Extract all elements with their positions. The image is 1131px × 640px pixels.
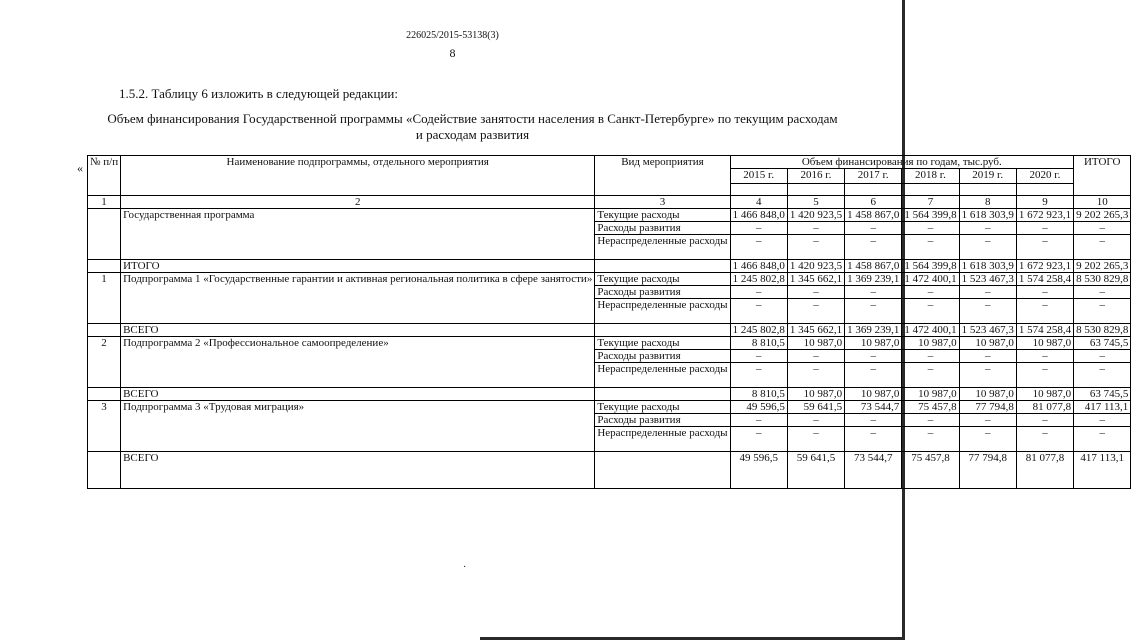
total-value-cell: 1 458 867,0 xyxy=(845,260,902,273)
dash-cell: – xyxy=(845,350,902,363)
total-row xyxy=(88,260,1131,273)
header-year: 2018 г. xyxy=(902,169,959,184)
dash-cell: – xyxy=(959,299,1016,324)
row-number: 1 xyxy=(88,273,121,324)
dash-cell: – xyxy=(902,363,959,388)
value-cell: 1 420 923,5 xyxy=(787,209,844,222)
row-number xyxy=(88,209,121,260)
column-number: 6 xyxy=(845,196,902,209)
total-value-cell: 81 077,8 xyxy=(1016,452,1073,489)
value-cell: 1 245 802,8 xyxy=(730,273,787,286)
value-cell: 49 596,5 xyxy=(730,401,787,414)
value-cell: 1 574 258,4 xyxy=(1016,273,1073,286)
total-value-cell: 10 987,0 xyxy=(787,388,844,401)
value-cell: 1 472 400,1 xyxy=(902,273,959,286)
row-type-dev: Расходы развития xyxy=(595,414,730,427)
total-label: ВСЕГО xyxy=(121,388,595,401)
total-row-number xyxy=(88,324,121,337)
total-row xyxy=(88,324,1131,337)
header-year-spacer xyxy=(1016,184,1073,196)
value-cell: 8 810,5 xyxy=(730,337,787,350)
column-number: 5 xyxy=(787,196,844,209)
total-value-cell: 10 987,0 xyxy=(959,388,1016,401)
total-label: ВСЕГО xyxy=(121,452,595,489)
document-number: 226025/2015-53138(3) xyxy=(406,30,499,41)
column-number: 1 xyxy=(88,196,121,209)
dash-cell: – xyxy=(959,363,1016,388)
header-year-spacer xyxy=(959,184,1016,196)
dash-cell: – xyxy=(787,286,844,299)
value-cell: 1 523 467,3 xyxy=(959,273,1016,286)
dash-cell: – xyxy=(730,286,787,299)
total-value-cell: 1 245 802,8 xyxy=(730,324,787,337)
value-cell: 1 369 239,1 xyxy=(845,273,902,286)
dash-cell: – xyxy=(845,299,902,324)
dash-cell: – xyxy=(787,363,844,388)
header-year: 2019 г. xyxy=(959,169,1016,184)
dash-cell: – xyxy=(1016,350,1073,363)
dash-cell: – xyxy=(787,235,844,260)
opening-quote: « xyxy=(77,161,83,175)
row-type-undistributed: Нераспределенные расходы xyxy=(595,427,730,452)
total-row-type xyxy=(595,324,730,337)
dash-cell: – xyxy=(1016,363,1073,388)
value-cell: 81 077,8 xyxy=(1016,401,1073,414)
dash-cell: – xyxy=(1016,299,1073,324)
value-cell: 59 641,5 xyxy=(787,401,844,414)
total-value-cell: 8 810,5 xyxy=(730,388,787,401)
dash-cell: – xyxy=(959,414,1016,427)
row-type-dev: Расходы развития xyxy=(595,222,730,235)
value-cell: 417 113,1 xyxy=(1074,401,1131,414)
dash-cell: – xyxy=(845,222,902,235)
total-value-cell: 1 618 303,9 xyxy=(959,260,1016,273)
total-value-cell: 49 596,5 xyxy=(730,452,787,489)
value-cell: 63 745,5 xyxy=(1074,337,1131,350)
value-cell: 1 618 303,9 xyxy=(959,209,1016,222)
dash-cell: – xyxy=(845,427,902,452)
header-kind: Вид мероприятия xyxy=(595,156,730,196)
dash-cell: – xyxy=(730,299,787,324)
value-cell: 1 564 399,8 xyxy=(902,209,959,222)
total-value-cell: 10 987,0 xyxy=(845,388,902,401)
column-number: 7 xyxy=(902,196,959,209)
total-value-cell: 59 641,5 xyxy=(787,452,844,489)
dash-cell: – xyxy=(730,222,787,235)
row-name: Государственная программа xyxy=(121,209,595,260)
total-value-cell: 73 544,7 xyxy=(845,452,902,489)
dash-cell: – xyxy=(1016,235,1073,260)
dash-cell: – xyxy=(845,414,902,427)
total-value-cell: 1 672 923,1 xyxy=(1016,260,1073,273)
row-type-undistributed: Нераспределенные расходы xyxy=(595,235,730,260)
total-value-cell: 77 794,8 xyxy=(959,452,1016,489)
dash-cell: – xyxy=(1016,286,1073,299)
table-title xyxy=(100,111,845,143)
dash-cell: – xyxy=(902,350,959,363)
value-cell: 10 987,0 xyxy=(902,337,959,350)
header-year: 2020 г. xyxy=(1016,169,1073,184)
value-cell: 8 530 829,8 xyxy=(1074,273,1131,286)
dash-cell: – xyxy=(730,363,787,388)
dash-cell: – xyxy=(730,350,787,363)
row-name: Подпрограмма 3 «Трудовая миграция» xyxy=(121,401,595,452)
value-cell: 1 458 867,0 xyxy=(845,209,902,222)
total-row-type xyxy=(595,388,730,401)
dash-cell: – xyxy=(1074,427,1131,452)
dash-cell: – xyxy=(959,286,1016,299)
dash-cell: – xyxy=(1074,299,1131,324)
total-value-cell: 1 523 467,3 xyxy=(959,324,1016,337)
row-type-current: Текущие расходы xyxy=(595,273,730,286)
bottom-dot: · xyxy=(463,562,467,573)
table-title-line-2: и расходам развития xyxy=(415,127,530,142)
header-year-spacer xyxy=(845,184,902,196)
dash-cell: – xyxy=(1016,222,1073,235)
dash-cell: – xyxy=(787,414,844,427)
dash-cell: – xyxy=(730,427,787,452)
dash-cell: – xyxy=(902,427,959,452)
total-value-cell: 1 466 848,0 xyxy=(730,260,787,273)
instruction-text: 1.5.2. Таблицу 6 изложить в следующей редакции: xyxy=(119,86,398,101)
row-type-dev: Расходы развития xyxy=(595,286,730,299)
total-row-number xyxy=(88,260,121,273)
header-volume: Объем финансирования по годам, тыс.руб. xyxy=(730,156,1074,169)
total-value-cell: 1 472 400,1 xyxy=(902,324,959,337)
header-num: № п/п xyxy=(88,156,121,196)
dash-cell: – xyxy=(1074,350,1131,363)
financing-table xyxy=(87,155,1131,489)
dash-cell: – xyxy=(902,286,959,299)
value-cell: 73 544,7 xyxy=(845,401,902,414)
table-title-line-1: Объем финансирования Государственной программы «Содействие занятости населения в Санкт-Петербурге» по текущим расходам xyxy=(107,111,838,126)
column-number: 10 xyxy=(1074,196,1131,209)
dash-cell: – xyxy=(787,427,844,452)
total-value-cell: 9 202 265,3 xyxy=(1074,260,1131,273)
value-cell: 10 987,0 xyxy=(959,337,1016,350)
row-type-current: Текущие расходы xyxy=(595,209,730,222)
total-row-type xyxy=(595,260,730,273)
value-cell: 1 466 848,0 xyxy=(730,209,787,222)
row-type-undistributed: Нераспределенные расходы xyxy=(595,363,730,388)
total-value-cell: 75 457,8 xyxy=(902,452,959,489)
value-cell: 9 202 265,3 xyxy=(1074,209,1131,222)
row-type-dev: Расходы развития xyxy=(595,350,730,363)
column-number: 2 xyxy=(121,196,595,209)
table-row xyxy=(88,337,1131,350)
header-row xyxy=(88,156,1131,169)
total-row xyxy=(88,452,1131,489)
value-cell: 10 987,0 xyxy=(845,337,902,350)
dash-cell: – xyxy=(959,427,1016,452)
column-number: 9 xyxy=(1016,196,1073,209)
dash-cell: – xyxy=(787,299,844,324)
column-number-row xyxy=(88,196,1131,209)
row-number: 2 xyxy=(88,337,121,388)
dash-cell: – xyxy=(902,299,959,324)
dash-cell: – xyxy=(959,350,1016,363)
dash-cell: – xyxy=(1074,235,1131,260)
header-year: 2016 г. xyxy=(787,169,844,184)
dash-cell: – xyxy=(902,235,959,260)
dash-cell: – xyxy=(902,414,959,427)
row-type-undistributed: Нераспределенные расходы xyxy=(595,299,730,324)
total-value-cell: 10 987,0 xyxy=(1016,388,1073,401)
value-cell: 10 987,0 xyxy=(787,337,844,350)
total-value-cell: 417 113,1 xyxy=(1074,452,1131,489)
total-value-cell: 10 987,0 xyxy=(902,388,959,401)
value-cell: 1 345 662,1 xyxy=(787,273,844,286)
dash-cell: – xyxy=(1074,222,1131,235)
dash-cell: – xyxy=(959,222,1016,235)
dash-cell: – xyxy=(845,286,902,299)
row-number: 3 xyxy=(88,401,121,452)
table-row xyxy=(88,209,1131,222)
row-name: Подпрограмма 2 «Профессиональное самоопределение» xyxy=(121,337,595,388)
header-year-spacer xyxy=(902,184,959,196)
value-cell: 10 987,0 xyxy=(1016,337,1073,350)
dash-cell: – xyxy=(1074,414,1131,427)
header-total: ИТОГО xyxy=(1074,156,1131,196)
total-row-type xyxy=(595,452,730,489)
dash-cell: – xyxy=(730,235,787,260)
total-value-cell: 1 369 239,1 xyxy=(845,324,902,337)
total-row-number xyxy=(88,388,121,401)
value-cell: 1 672 923,1 xyxy=(1016,209,1073,222)
header-name: Наименование подпрограммы, отдельного мероприятия xyxy=(121,156,595,196)
header-year-spacer xyxy=(787,184,844,196)
total-value-cell: 1 564 399,8 xyxy=(902,260,959,273)
dash-cell: – xyxy=(959,235,1016,260)
dash-cell: – xyxy=(1016,427,1073,452)
dash-cell: – xyxy=(787,350,844,363)
value-cell: 77 794,8 xyxy=(959,401,1016,414)
value-cell: 75 457,8 xyxy=(902,401,959,414)
table-row xyxy=(88,273,1131,286)
total-label: ИТОГО xyxy=(121,260,595,273)
row-type-current: Текущие расходы xyxy=(595,337,730,350)
dash-cell: – xyxy=(1016,414,1073,427)
header-year: 2015 г. xyxy=(730,169,787,184)
total-row-number xyxy=(88,452,121,489)
total-row xyxy=(88,388,1131,401)
table-row xyxy=(88,401,1131,414)
dash-cell: – xyxy=(902,222,959,235)
column-number: 8 xyxy=(959,196,1016,209)
page-number: 8 xyxy=(449,46,456,60)
column-number: 4 xyxy=(730,196,787,209)
header-year-spacer xyxy=(730,184,787,196)
total-value-cell: 1 420 923,5 xyxy=(787,260,844,273)
dash-cell: – xyxy=(1074,286,1131,299)
row-name: Подпрограмма 1 «Государственные гарантии и активная региональная политика в сфере занятости» xyxy=(121,273,595,324)
total-value-cell: 63 745,5 xyxy=(1074,388,1131,401)
row-type-current: Текущие расходы xyxy=(595,401,730,414)
total-label: ВСЕГО xyxy=(121,324,595,337)
total-value-cell: 8 530 829,8 xyxy=(1074,324,1131,337)
total-value-cell: 1 574 258,4 xyxy=(1016,324,1073,337)
dash-cell: – xyxy=(787,222,844,235)
dash-cell: – xyxy=(1074,363,1131,388)
column-number: 3 xyxy=(595,196,730,209)
dash-cell: – xyxy=(845,235,902,260)
total-value-cell: 1 345 662,1 xyxy=(787,324,844,337)
header-year: 2017 г. xyxy=(845,169,902,184)
dash-cell: – xyxy=(730,414,787,427)
dash-cell: – xyxy=(845,363,902,388)
